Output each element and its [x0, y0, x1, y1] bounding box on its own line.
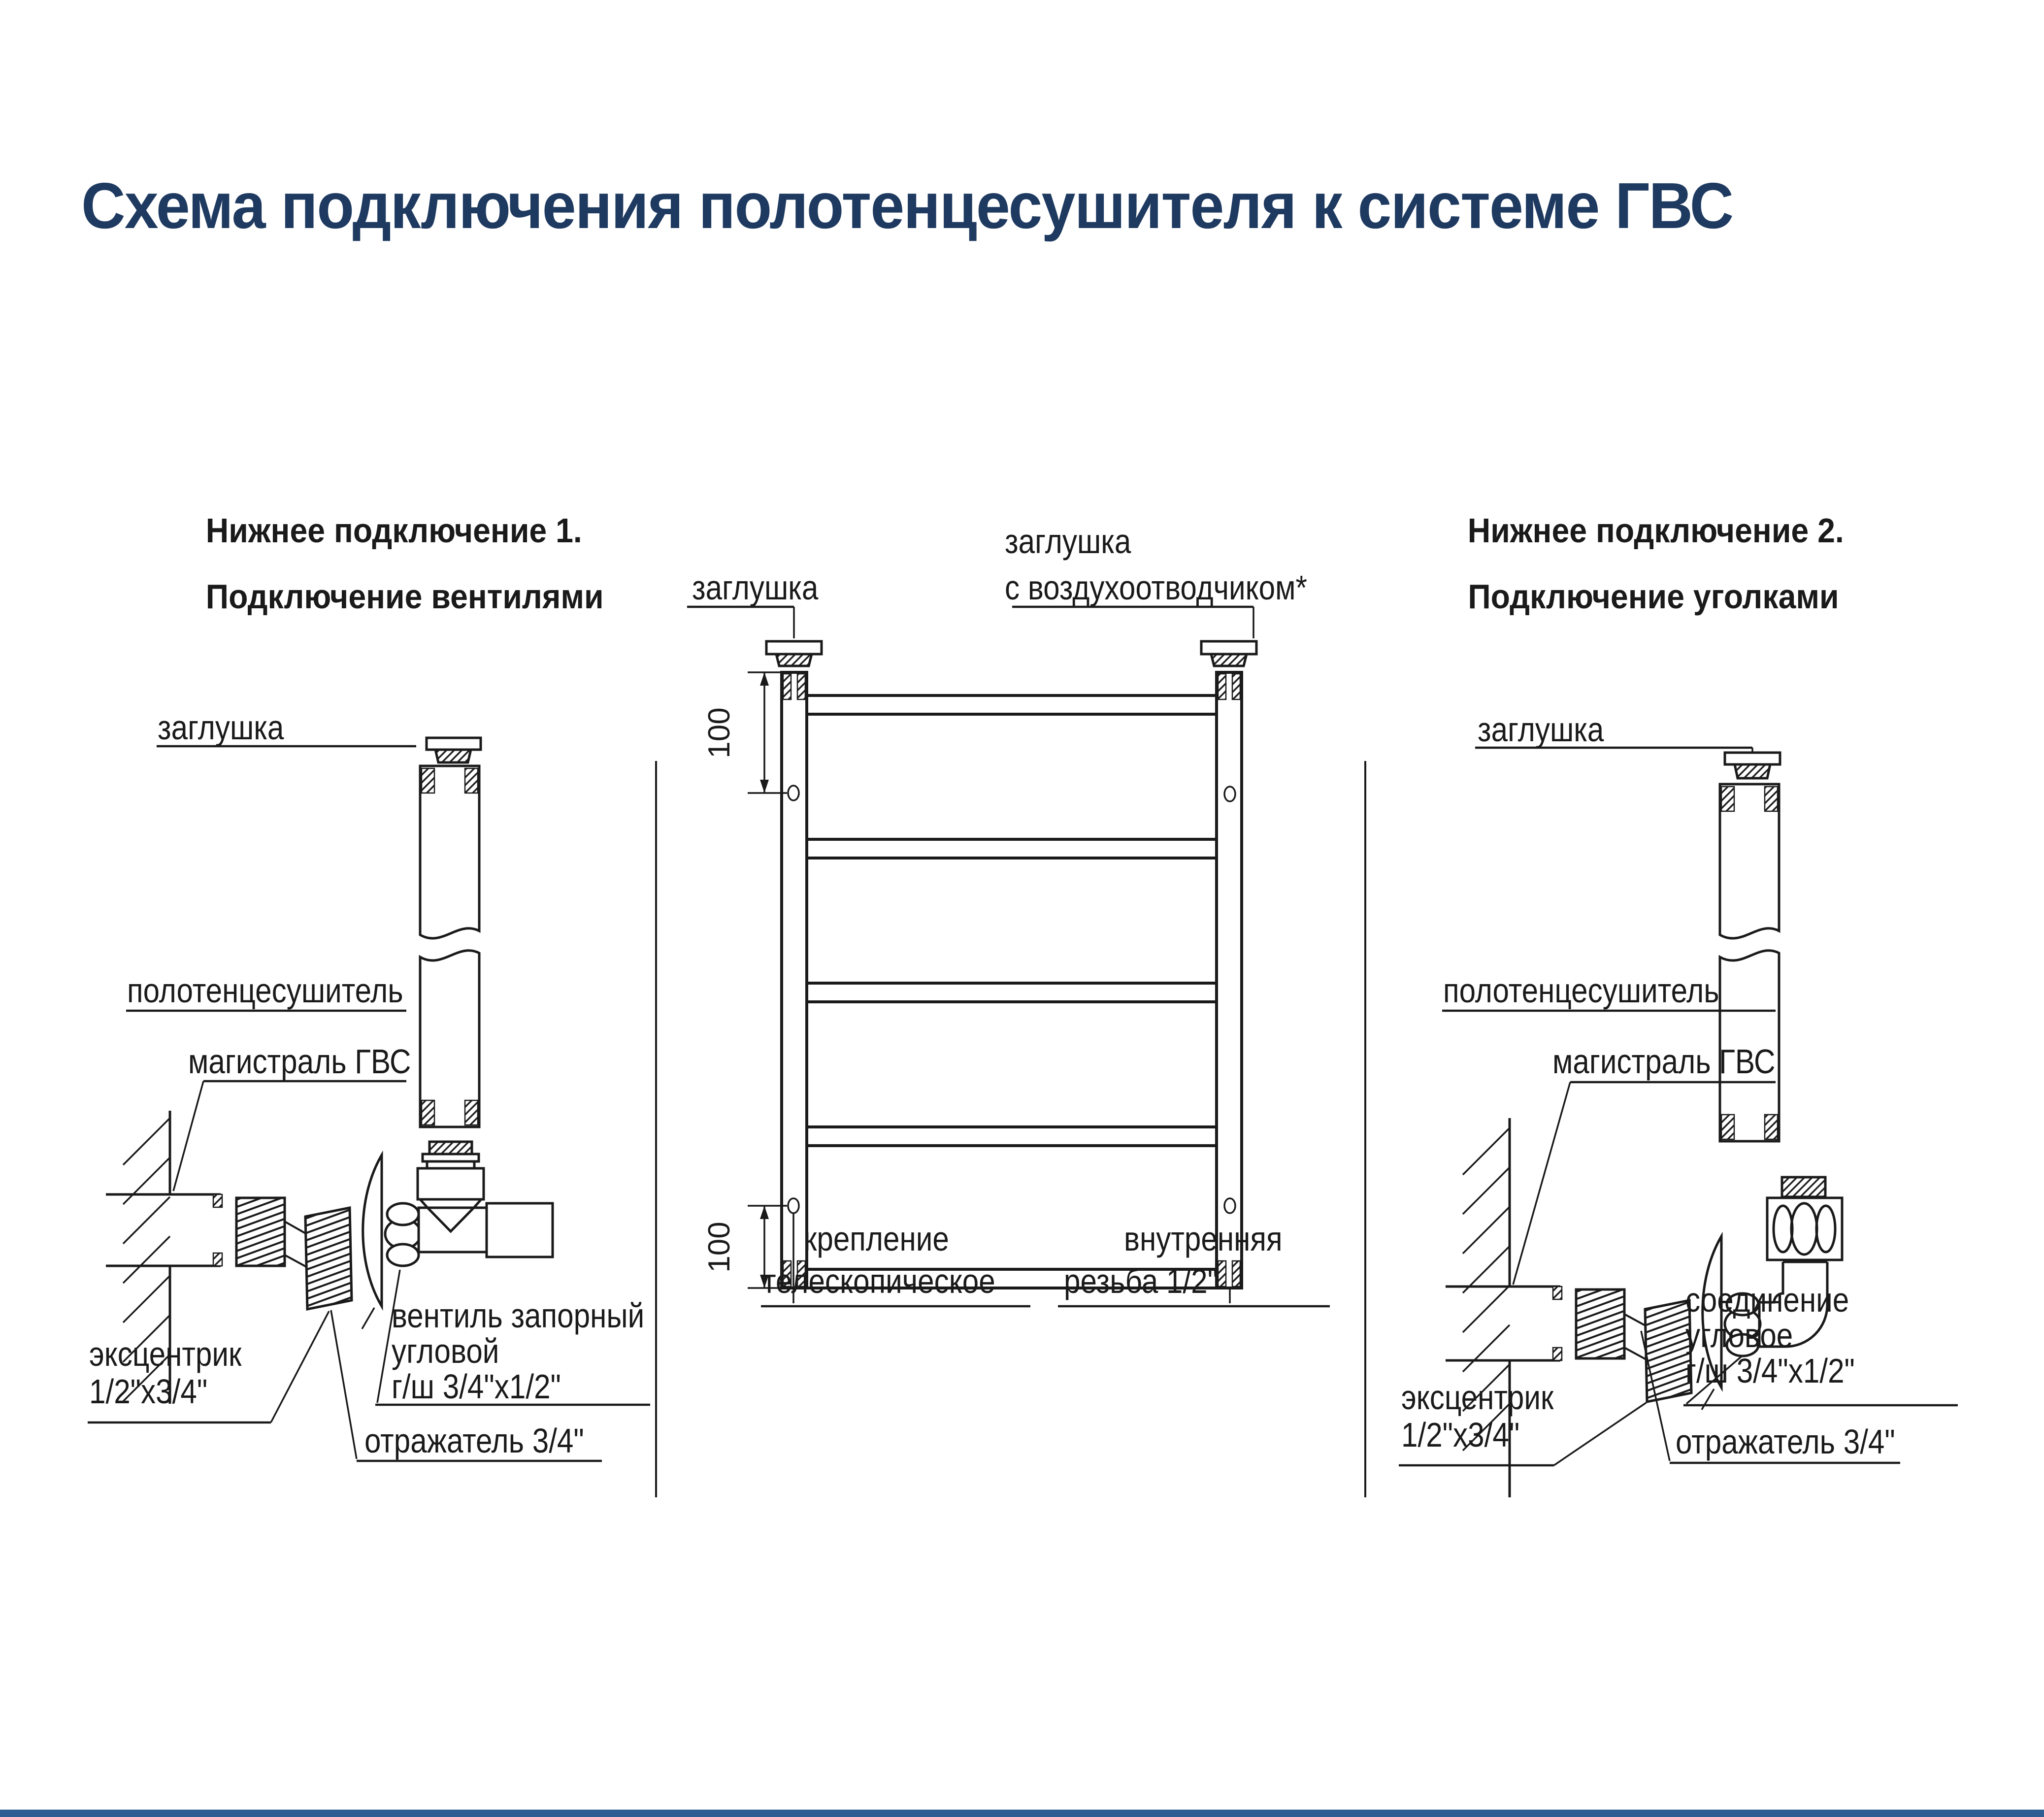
- center-thread-label-line1: внутренняя: [1124, 1220, 1283, 1258]
- right-towel-rail-label: полотенцесушитель: [1443, 971, 1719, 1010]
- right-corner-joint-label-line3: г/ш 3/4"x1/2": [1685, 1352, 1855, 1390]
- left-valve-label-line3: г/ш 3/4"x1/2": [392, 1367, 561, 1406]
- center-radiator: [687, 607, 1330, 1306]
- left-valve-label-line1: вентиль запорный: [392, 1296, 645, 1335]
- footer-bar: [0, 1810, 2044, 1817]
- dimension-100-bottom: 100: [702, 1222, 736, 1273]
- left-heading-line1: Нижнее подключение 1.: [205, 511, 582, 550]
- center-airvent-plug-label-line2: с воздухоотводчиком*: [1005, 568, 1307, 607]
- left-valve-label-line2: угловой: [392, 1332, 499, 1370]
- center-mount-label-line1: крепление: [804, 1220, 949, 1258]
- right-heading-line1: Нижнее подключение 2.: [1467, 511, 1844, 550]
- left-plug-label: заглушка: [158, 708, 284, 747]
- right-heading-line2: Подключение уголками: [1468, 577, 1839, 616]
- right-corner-joint-label-line2: угловое: [1685, 1316, 1793, 1354]
- right-main-line-label: магистраль ГВС: [1552, 1042, 1776, 1081]
- left-eccentric-label-line1: эксцентрик: [89, 1335, 242, 1373]
- dimension-100-top: 100: [702, 707, 736, 759]
- right-eccentric-label-line2: 1/2"x3/4": [1401, 1416, 1520, 1454]
- left-towel-rail-label: полотенцесушитель: [127, 971, 403, 1010]
- left-eccentric-label-line2: 1/2"x3/4": [89, 1372, 208, 1411]
- right-plug-label: заглушка: [1478, 710, 1604, 749]
- page-title: Схема подключения полотенцесушителя к системе ГВС: [81, 169, 1733, 242]
- center-mount-label-line2: телескопическое: [762, 1262, 995, 1300]
- section-dividers: [656, 761, 1365, 1497]
- left-heading-line2: Подключение вентилями: [205, 577, 604, 616]
- left-reflector-label: отражатель 3/4": [364, 1421, 584, 1460]
- center-airvent-plug-label-line1: заглушка: [1005, 522, 1131, 561]
- right-reflector-label: отражатель 3/4": [1676, 1422, 1895, 1461]
- right-eccentric-label-line1: эксцентрик: [1401, 1378, 1554, 1417]
- right-corner-joint-label-line1: соединение: [1685, 1281, 1849, 1319]
- center-plug-label: заглушка: [692, 568, 819, 607]
- left-main-line-label: магистраль ГВС: [188, 1042, 411, 1081]
- center-thread-label-line2: резьба 1/2": [1064, 1262, 1218, 1300]
